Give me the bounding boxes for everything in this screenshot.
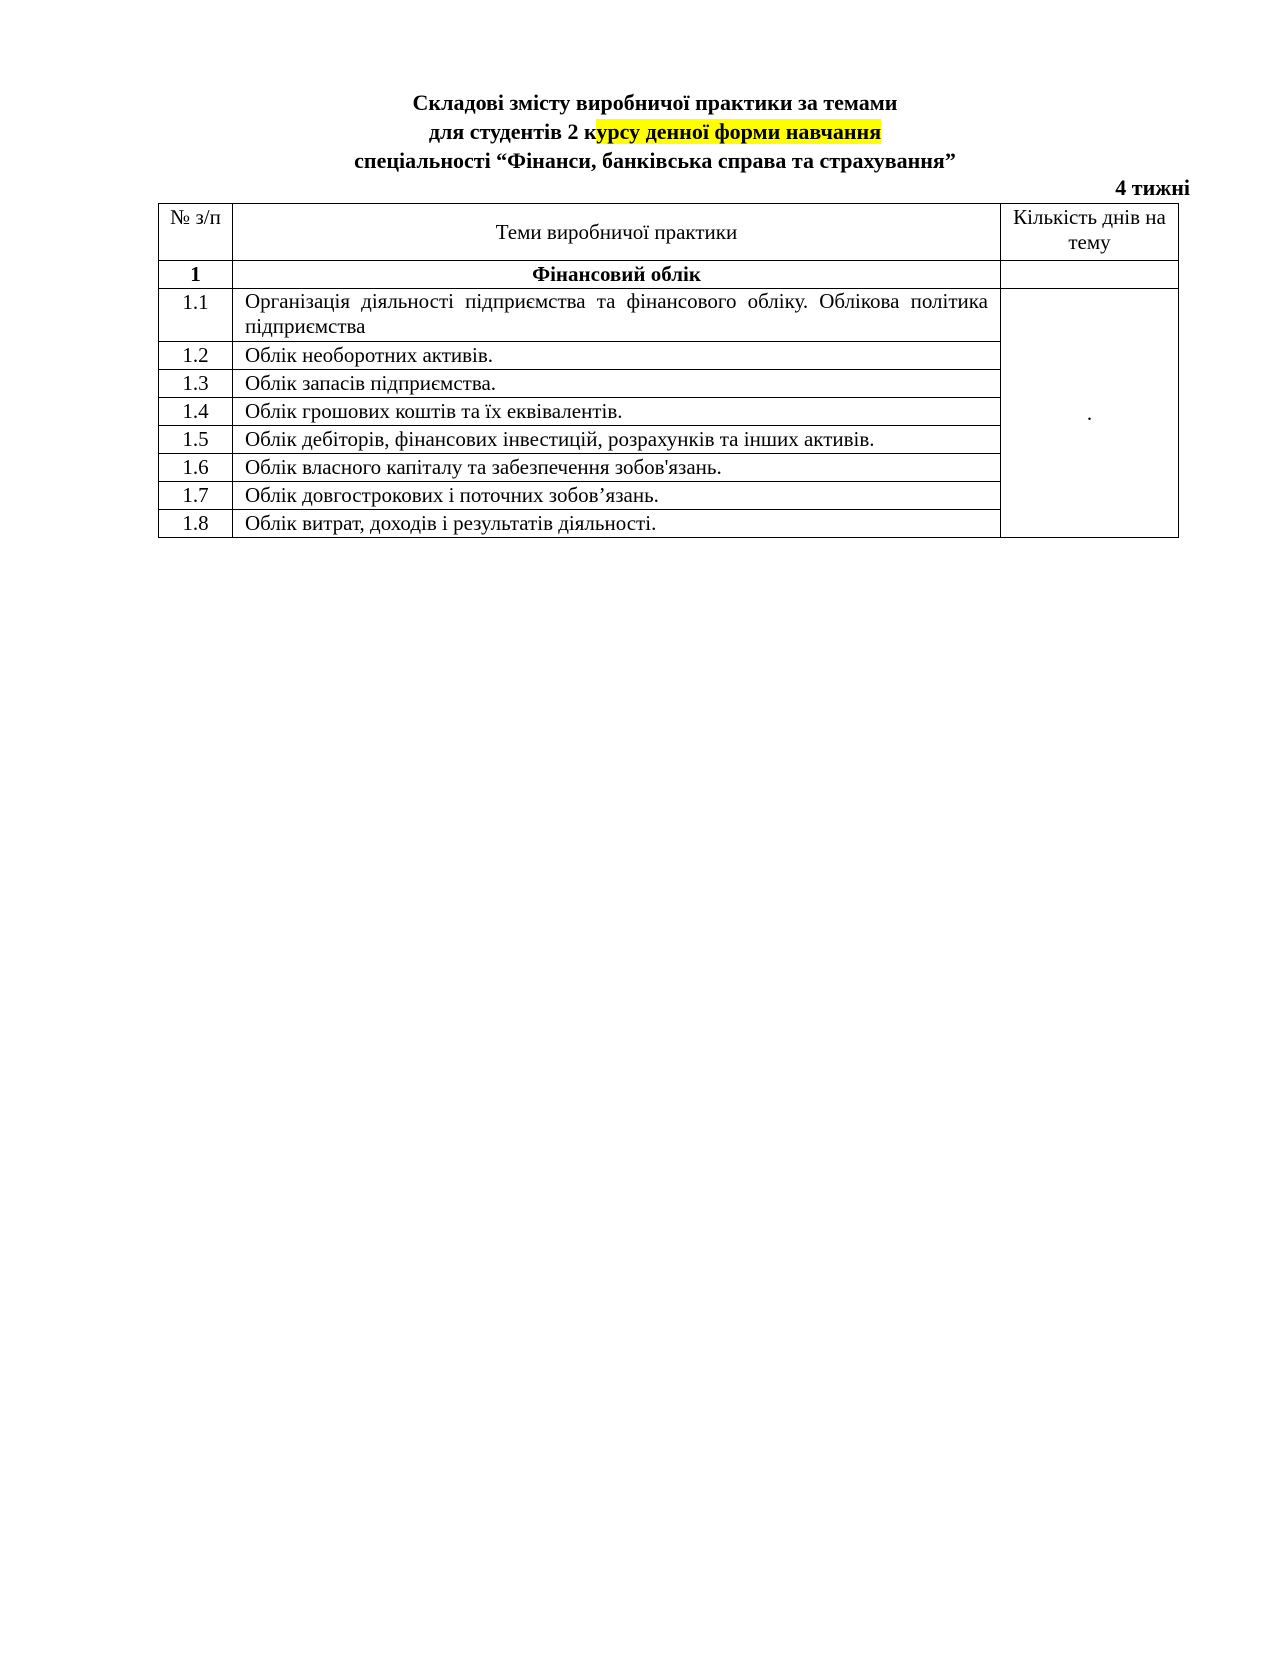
row-topic: Облік витрат, доходів і результатів діяльності. (233, 510, 1001, 538)
row-number: 1.2 (159, 342, 233, 370)
row-number: 1.5 (159, 426, 233, 454)
row-number: 1.1 (159, 289, 233, 342)
row-number: 1.3 (159, 370, 233, 398)
section-number: 1 (159, 261, 233, 289)
title-line-2-plain: для студентів 2 к (428, 119, 597, 144)
title-line-1: Складові змісту виробничої практики за темами (412, 90, 898, 115)
header-number: № з/п (159, 204, 233, 261)
title-line-2-highlighted: урсу денної форми навчання (596, 119, 882, 144)
row-number: 1.6 (159, 454, 233, 482)
document-title (150, 88, 1160, 175)
section-title: Фінансовий облік (233, 261, 1001, 289)
row-topic: Організація діяльності підприємства та фінансового обліку. Облікова політика підприємства (233, 289, 1001, 342)
table-header-row (159, 204, 1179, 261)
row-topic: Облік довгострокових і поточних зобов’язань. (233, 482, 1001, 510)
practice-topics-table (158, 203, 1179, 538)
title-line-2 (150, 117, 1160, 146)
title-line-3: спеціальності “Фінанси, банківська справа та страхування” (354, 148, 956, 173)
section-days (1001, 261, 1179, 289)
row-number: 1.8 (159, 510, 233, 538)
table-row (159, 289, 1179, 342)
header-days: Кількість днів на тему (1001, 204, 1179, 261)
header-topics: Теми виробничої практики (233, 204, 1001, 261)
row-topic: Облік запасів підприємства. (233, 370, 1001, 398)
row-topic: Облік власного капіталу та забезпечення зобов'язань. (233, 454, 1001, 482)
row-topic: Облік необоротних активів. (233, 342, 1001, 370)
row-number: 1.7 (159, 482, 233, 510)
row-topic: Облік грошових коштів та їх еквівалентів. (233, 398, 1001, 426)
days-cell: . (1001, 289, 1179, 538)
row-number: 1.4 (159, 398, 233, 426)
section-row (159, 261, 1179, 289)
duration-label: 4 тижні (1115, 175, 1190, 200)
row-topic: Облік дебіторів, фінансових інвестицій, розрахунків та інших активів. (233, 426, 1001, 454)
